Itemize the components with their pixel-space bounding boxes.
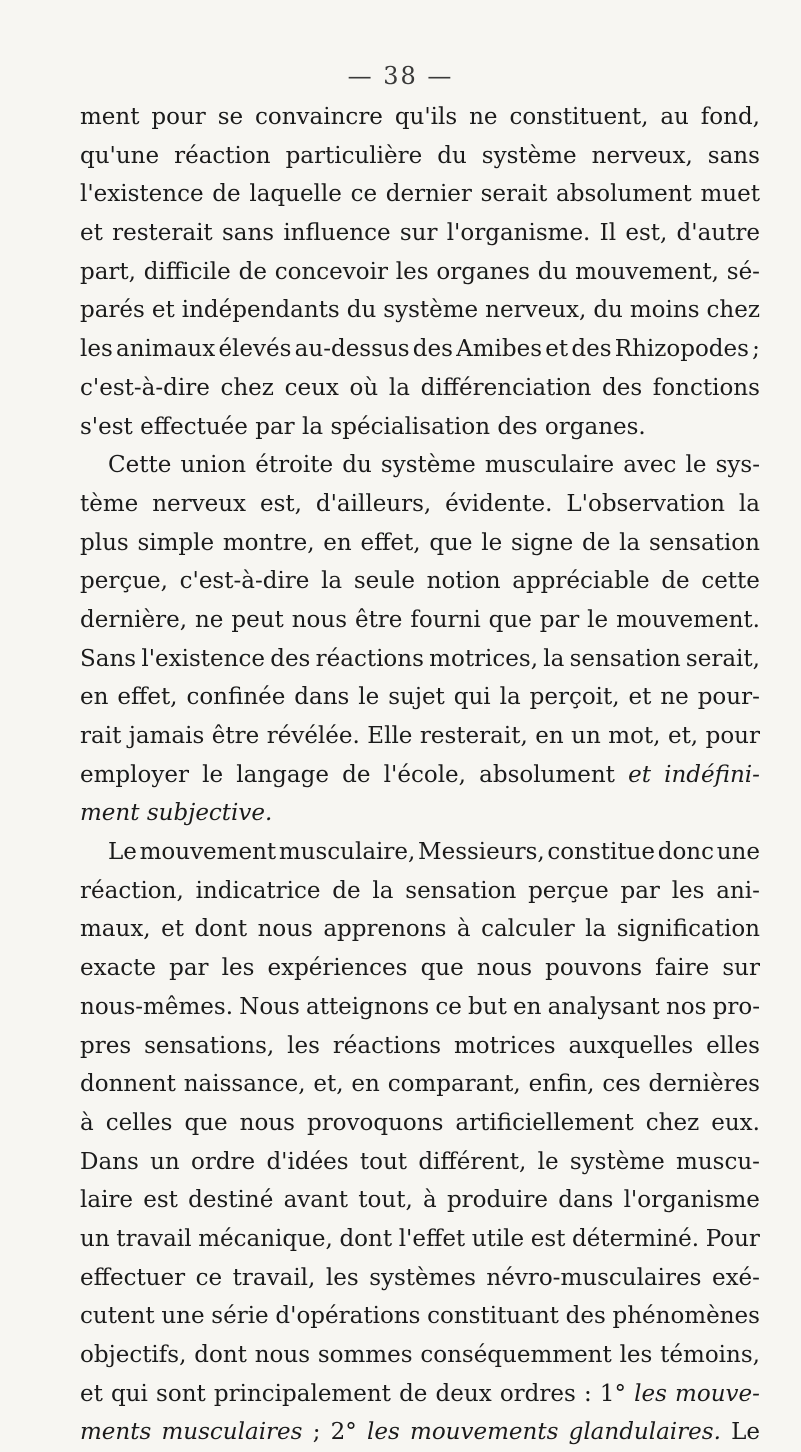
text-line: exacte par les expériences que nous pouvons faire sur xyxy=(80,955,760,982)
text-line: dernière, ne peut nous être fourni que par le mouvement. xyxy=(80,606,760,633)
text-line: et qui sont principalement de deux ordres : 1° les mouve- xyxy=(80,1380,760,1407)
body-text xyxy=(80,98,760,1452)
text-line: Sans l'existence des réactions motrices, la sensation serait, xyxy=(80,645,760,672)
text-line: perçue, c'est-à-dire la seule notion appréciable de cette xyxy=(80,568,760,595)
text-line: tème nerveux est, d'ailleurs, évidente. L'observation la xyxy=(80,490,760,517)
text-line: maux, et dont nous apprenons à calculer la signification xyxy=(80,916,760,943)
text-line: employer le langage de l'école, absolument et indéfini- xyxy=(80,761,760,788)
text-line: Dans un ordre d'idées tout différent, le système muscu- xyxy=(80,1148,760,1175)
text-line: ment pour se convaincre qu'ils ne constituent, au fond, xyxy=(80,104,760,130)
text-line: à celles que nous provoquons artificiellement chez eux. xyxy=(80,1109,760,1136)
text-line: ments musculaires ; 2° les mouvements glandulaires. Le xyxy=(80,1419,760,1446)
text-line: plus simple montre, en effet, que le signe de la sensation xyxy=(80,529,760,556)
text-line: laire est destiné avant tout, à produire dans l'organisme xyxy=(80,1187,760,1214)
text-line: et resterait sans influence sur l'organisme. Il est, d'autre xyxy=(80,220,760,247)
text-line: un travail mécanique, dont l'effet utile est déterminé. Pour xyxy=(80,1225,760,1252)
text-line: Le mouvement musculaire, Messieurs, constitue donc une xyxy=(108,839,760,866)
text-line: qu'une réaction particulière du système nerveux, sans xyxy=(80,142,760,169)
text-line: l'existence de laquelle ce dernier serait absolument muet xyxy=(80,181,760,208)
text-line: rait jamais être révélée. Elle resterait, en un mot, et, pour xyxy=(80,723,760,749)
text-line: en effet, confinée dans le sujet qui la perçoit, et ne pour- xyxy=(80,684,760,711)
text-line: nous-mêmes. Nous atteignons ce but en analysant nos pro- xyxy=(80,993,760,1020)
text-line: c'est-à-dire chez ceux où la différenciation des fonctions xyxy=(80,374,760,401)
text-line: réaction, indicatrice de la sensation perçue par les ani- xyxy=(80,877,760,904)
text-line: donnent naissance, et, en comparant, enfin, ces dernières xyxy=(80,1071,760,1098)
text-line: cutent une série d'opérations constituant des phénomènes xyxy=(80,1303,760,1330)
text-line: part, difficile de concevoir les organes du mouvement, sé- xyxy=(80,258,760,285)
text-line: pres sensations, les réactions motrices auxquelles elles xyxy=(80,1032,760,1059)
text-line: ment subjective. xyxy=(80,800,273,827)
text-line: objectifs, dont nous sommes conséquemment les témoins, xyxy=(80,1342,760,1368)
text-line: s'est effectuée par la spécialisation des organes. xyxy=(80,413,646,440)
text-line: Cette union étroite du système musculaire avec le sys- xyxy=(108,452,760,479)
page-number: — 38 — xyxy=(347,62,454,90)
text-line: effectuer ce travail, les systèmes névro-musculaires exé- xyxy=(80,1264,760,1291)
text-line: parés et indépendants du système nerveux, du moins chez xyxy=(80,297,760,324)
text-line: les animaux élevés au-dessus des Amibes et des Rhizopodes ; xyxy=(80,336,760,363)
